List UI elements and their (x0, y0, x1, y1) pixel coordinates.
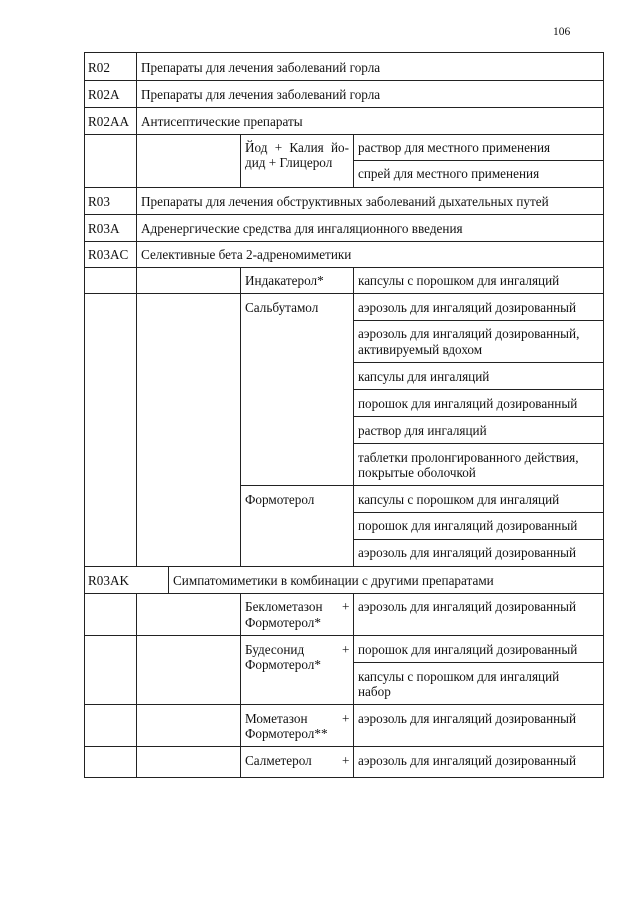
table-rule (603, 52, 604, 777)
table-rule (240, 485, 604, 486)
table-rule (84, 52, 604, 53)
table-rule (353, 662, 604, 663)
dosage-form: порошок для ингаляций дозированный (358, 518, 578, 533)
dosage-form: раствор для местного применения (358, 140, 551, 155)
table-rule (353, 320, 604, 321)
dosage-form: аэрозоль для ингаляций дозированный (358, 300, 577, 315)
table-rule (353, 443, 604, 444)
table-rule (84, 566, 604, 567)
table-rule (240, 134, 241, 187)
table-rule (353, 539, 604, 540)
drug-name: Формотерол (245, 492, 315, 507)
dosage-form: раствор для ингаляций (358, 423, 487, 438)
dosage-form: порошок для ингаляций дозированный (358, 396, 578, 411)
table-rule (84, 187, 604, 188)
drug-name: Мометазон (245, 711, 308, 726)
dosage-form: таблетки пролонгированного действия, (358, 450, 579, 465)
atc-code: R03 (88, 194, 110, 209)
atc-code: R03AC (88, 247, 129, 262)
table-rule (84, 107, 604, 108)
table-rule (136, 593, 137, 777)
atc-description: Симпатомиметики в комбинации с другими препаратами (173, 573, 494, 588)
dosage-form: набор (358, 684, 391, 699)
drug-name: Сальбутамол (245, 300, 319, 315)
dosage-form: аэрозоль для ингаляций дозированный (358, 599, 577, 614)
table-rule (84, 746, 604, 747)
table-rule (84, 52, 85, 777)
drug-name: Формотерол** (245, 726, 328, 741)
dosage-form: порошок для ингаляций дозированный (358, 642, 578, 657)
table-rule (84, 80, 604, 81)
dosage-form: аэрозоль для ингаляций дозированный (358, 545, 577, 560)
table-rule (84, 214, 604, 215)
atc-description: Антисептические препараты (141, 114, 303, 129)
table-rule (84, 593, 604, 594)
table-rule (84, 635, 604, 636)
table-rule (353, 593, 354, 777)
plus-sign: + (342, 642, 350, 657)
drug-name: Формотерол* (245, 615, 321, 630)
drug-name: Будесонид (245, 642, 305, 657)
drug-name: Формотерол* (245, 657, 321, 672)
table-rule (353, 362, 604, 363)
table-rule (84, 293, 604, 294)
table-rule (84, 704, 604, 705)
table-rule (353, 267, 354, 566)
dosage-form: спрей для местного применения (358, 166, 540, 181)
table-rule (136, 187, 137, 267)
atc-description: Адренергические средства для ингаляционного введения (141, 221, 463, 236)
table-rule (353, 416, 604, 417)
table-rule (84, 267, 604, 268)
table-rule (353, 134, 354, 187)
atc-code: R02 (88, 60, 110, 75)
drug-name: Йод + Калия йо- (245, 140, 349, 155)
atc-code: R02AA (88, 114, 130, 129)
table-rule (84, 134, 604, 135)
dosage-form: капсулы с порошком для ингаляций (358, 492, 560, 507)
table-rule (168, 566, 169, 593)
dosage-form: аэрозоль для ингаляций дозированный (358, 753, 577, 768)
drug-name: дид + Глицерол (245, 155, 333, 170)
atc-code: R03AK (88, 573, 130, 588)
page-number: 106 (553, 26, 571, 38)
table-rule (240, 267, 241, 566)
table-rule (353, 389, 604, 390)
table-rule (136, 52, 137, 134)
dosage-form: капсулы с порошком для ингаляций (358, 273, 560, 288)
plus-sign: + (342, 711, 350, 726)
plus-sign: + (342, 599, 350, 614)
atc-code: R03A (88, 221, 120, 236)
table-rule (240, 593, 241, 777)
table-rule (353, 512, 604, 513)
atc-description: Препараты для лечения обструктивных заболеваний дыхательных путей (141, 194, 549, 209)
drug-name: Салметерол (245, 753, 312, 768)
table-rule (136, 267, 137, 566)
drug-name: Индакатерол* (245, 273, 324, 288)
plus-sign: + (342, 753, 350, 768)
atc-description: Селективные бета 2-адреномиметики (141, 247, 352, 262)
atc-description: Препараты для лечения заболеваний горла (141, 60, 381, 75)
table-rule (353, 160, 604, 161)
atc-code: R02A (88, 87, 120, 102)
dosage-form: капсулы с порошком для ингаляций (358, 669, 560, 684)
atc-description: Препараты для лечения заболеваний горла (141, 87, 381, 102)
dosage-form: активируемый вдохом (358, 342, 483, 357)
dosage-form: аэрозоль для ингаляций дозированный (358, 711, 577, 726)
dosage-form: капсулы для ингаляций (358, 369, 490, 384)
dosage-form: покрытые оболочкой (358, 465, 476, 480)
table-rule (136, 134, 137, 187)
table-rule (84, 777, 604, 778)
dosage-form: аэрозоль для ингаляций дозированный, (358, 326, 580, 341)
table-rule (84, 241, 604, 242)
drug-name: Беклометазон (245, 599, 323, 614)
